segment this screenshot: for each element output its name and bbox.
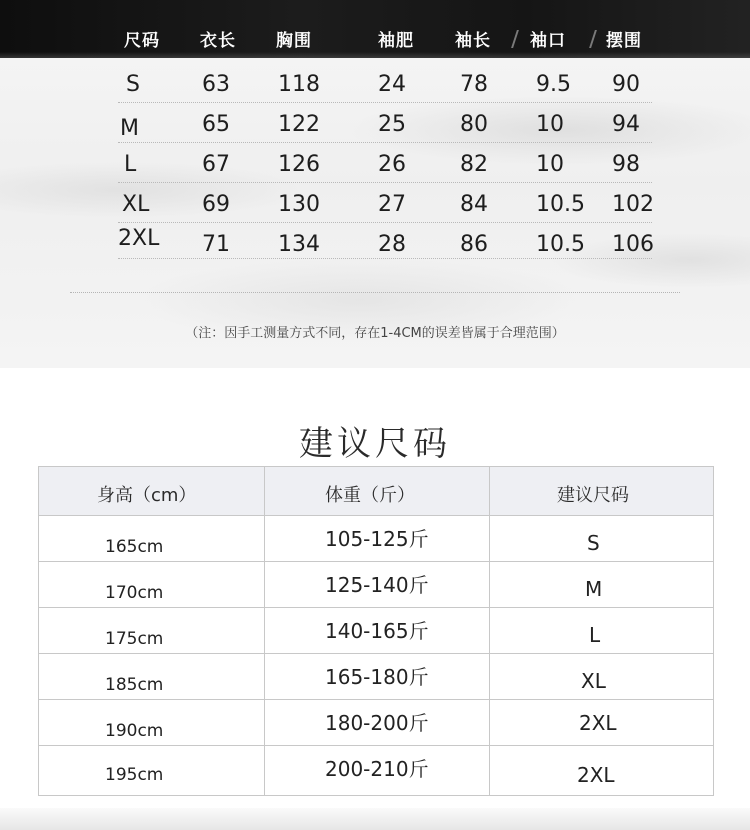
- header-recommended-size: 建议尺码: [557, 485, 629, 506]
- cell-recommended-size: M: [585, 577, 603, 601]
- cell-sleeve-width: 27: [378, 192, 406, 217]
- size-row: [118, 144, 652, 183]
- recommendation-row: [39, 561, 713, 608]
- cell-size: L: [124, 152, 137, 177]
- cell-cuff: 10.5: [536, 232, 585, 257]
- cell-sleeve-length: 80: [460, 112, 488, 137]
- size-chart-section: [0, 0, 750, 368]
- cell-hem: 102: [612, 192, 654, 217]
- cell-cuff: 10.5: [536, 192, 585, 217]
- cell-size: XL: [122, 192, 150, 217]
- header-length: 衣长: [200, 31, 236, 51]
- recommendation-header: [39, 467, 713, 516]
- cell-height: 190cm: [105, 721, 164, 741]
- cell-size: S: [126, 72, 140, 97]
- cell-recommended-size: XL: [581, 669, 606, 693]
- cell-sleeve-width: 25: [378, 112, 406, 137]
- cell-height: 170cm: [105, 583, 164, 603]
- divider: [70, 292, 680, 293]
- cell-sleeve-length: 84: [460, 192, 488, 217]
- cell-length: 69: [202, 192, 230, 217]
- cell-weight: 200-210斤: [325, 757, 429, 781]
- cell-chest: 130: [278, 192, 320, 217]
- size-chart-header: [0, 0, 750, 58]
- bottom-decoration: [0, 808, 750, 830]
- cell-hem: 98: [612, 152, 640, 177]
- header-height: 身高（cm）: [97, 485, 197, 506]
- cell-recommended-size: L: [589, 623, 601, 647]
- cell-length: 71: [202, 232, 230, 257]
- cell-recommended-size: S: [587, 531, 600, 555]
- header-weight: 体重（斤）: [325, 485, 415, 506]
- header-hem: 摆围: [606, 31, 642, 51]
- cell-size: M: [120, 116, 139, 141]
- size-row: [118, 64, 652, 103]
- cell-cuff: 10: [536, 152, 564, 177]
- cell-length: 63: [202, 72, 230, 97]
- cell-cuff: 9.5: [536, 72, 571, 97]
- header-size: 尺码: [124, 31, 160, 51]
- recommendation-row: [39, 607, 713, 654]
- header-chest: 胸围: [276, 31, 312, 51]
- cell-chest: 134: [278, 232, 320, 257]
- cell-sleeve-length: 78: [460, 72, 488, 97]
- recommendation-row: [39, 699, 713, 746]
- cell-recommended-size: 2XL: [579, 711, 617, 735]
- size-row: [118, 184, 652, 223]
- cell-weight: 105-125斤: [325, 527, 429, 551]
- measurement-note: （注：因手工测量方式不同，存在1-4CM的误差皆属于合理范围）: [185, 326, 565, 341]
- cell-chest: 118: [278, 72, 320, 97]
- cell-height: 175cm: [105, 629, 164, 649]
- cell-cuff: 10: [536, 112, 564, 137]
- recommendation-row: [39, 653, 713, 700]
- cell-weight: 125-140斤: [325, 573, 429, 597]
- header-separator: [511, 30, 519, 48]
- cell-size: 2XL: [118, 226, 160, 251]
- cell-weight: 180-200斤: [325, 711, 429, 735]
- recommendation-row: [39, 515, 713, 562]
- cell-hem: 106: [612, 232, 654, 257]
- header-cuff: 袖口: [530, 31, 566, 51]
- cell-height: 195cm: [105, 765, 164, 785]
- cell-chest: 126: [278, 152, 320, 177]
- recommendation-table: [38, 466, 714, 796]
- cell-sleeve-width: 26: [378, 152, 406, 177]
- cell-recommended-size: 2XL: [577, 763, 615, 787]
- cell-chest: 122: [278, 112, 320, 137]
- header-separator: [589, 30, 597, 48]
- cell-sleeve-width: 24: [378, 72, 406, 97]
- cell-hem: 90: [612, 72, 640, 97]
- cell-hem: 94: [612, 112, 640, 137]
- cell-length: 67: [202, 152, 230, 177]
- header-sleeve-length: 袖长: [455, 31, 491, 51]
- recommendation-row: [39, 745, 713, 795]
- cell-height: 185cm: [105, 675, 164, 695]
- cell-sleeve-length: 86: [460, 232, 488, 257]
- cell-length: 65: [202, 112, 230, 137]
- header-sleeve-width: 袖肥: [378, 31, 414, 51]
- recommendation-title: 建议尺码: [299, 424, 451, 464]
- cell-weight: 140-165斤: [325, 619, 429, 643]
- cell-weight: 165-180斤: [325, 665, 429, 689]
- cell-sleeve-length: 82: [460, 152, 488, 177]
- size-row: [118, 220, 652, 259]
- cell-sleeve-width: 28: [378, 232, 406, 257]
- size-row: [118, 104, 652, 143]
- cell-height: 165cm: [105, 537, 164, 557]
